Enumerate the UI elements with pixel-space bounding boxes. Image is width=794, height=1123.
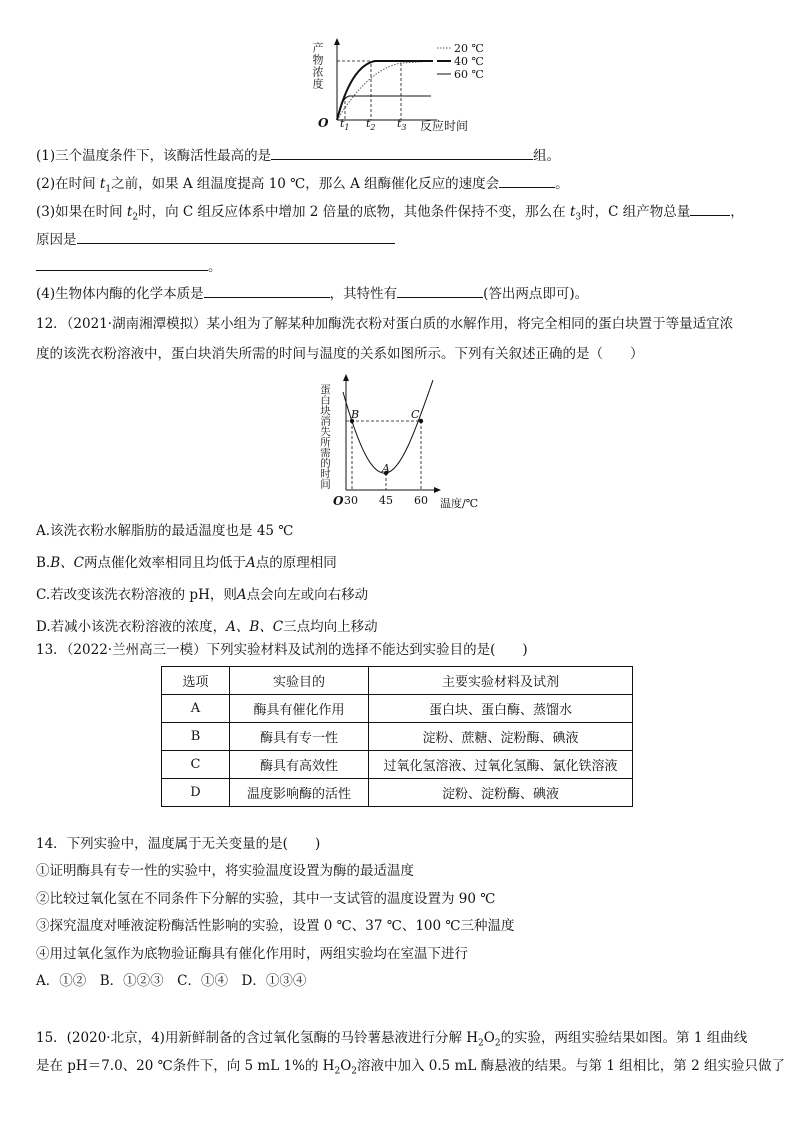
answer-blank[interactable] [271,145,533,160]
table-cell: 淀粉、淀粉酶、碘液 [369,779,633,807]
table-cell: C [162,751,230,779]
table-cell: D [162,779,230,807]
q12-stem-line1: 12．（2021·湖南湘潭模拟）某小组为了解某种加酶洗衣粉对蛋白质的水解作用，将完全相同的蛋白块置于等量适宜浓 [36,316,734,332]
q14-options[interactable]: A．①② B．①②③ C．①④ D．①③④ [36,973,307,989]
chart1-legend-20: 20 ℃ [454,42,484,55]
table-cell: 酶具有催化作用 [230,695,369,723]
answer-blank[interactable] [690,201,730,216]
q14-item-3: ③探究温度对唾液淀粉酶活性影响的实验，设置 0 ℃、37 ℃、100 ℃三种温度 [36,918,515,934]
q12-point-label-c: C [411,408,420,421]
table-row [162,779,633,807]
q14-item-1: ①证明酶具有专一性的实验中，将实验温度设置为酶的最适温度 [36,863,414,879]
chart1-legend-60: 60 ℃ [454,68,484,81]
q11-part2: (2)在时间 $t_1$之前，如果 A 组温度提高 10 ℃，那么 A 组酶催化反应的速度会 。 [36,173,569,199]
table-cell: 蛋白块、蛋白酶、蒸馏水 [369,695,633,723]
q11-part3-reason: 原因是 [36,229,395,249]
q11-part1: (1)三个温度条件下，该酶活性最高的是 组。 [36,145,560,165]
q11-part4: (4)生物体内酶的化学本质是 ，其特性有 (答出两点即可)。 [36,283,588,303]
protein-dissolve-chart [315,372,485,502]
q12-point-label-b: B [351,408,360,421]
q12-option-c[interactable]: C.若改变该洗衣粉溶液的 pH，则A点会向左或向右移动 [36,587,369,603]
q14-item-2: ②比较过氧化氢在不同条件下分解的实验，其中一支试管的温度设置为 90 ℃ [36,891,496,907]
q15-stem-line2: 是在 pH＝7.0、20 ℃条件下，向 5 mL 1%的 $H_2O_2$溶液中加入 0.5 mL 酶悬液的结果。与第 1 组相比，第 2 组实验只做了 [36,1058,785,1077]
q12-option-a[interactable]: A.该洗衣粉水解脂肪的最适温度也是 45 ℃ [36,523,294,539]
chart1-tick-t1: $t_1$ [340,117,350,133]
answer-blank[interactable] [204,283,330,298]
answer-blank[interactable] [36,256,208,271]
chart1-xlabel: 反应时间 [420,119,469,133]
answer-blank[interactable] [397,283,483,298]
y-axis-arrow [334,38,340,45]
q11-part3: (3)如果在时间 $t_2$时，向 C 组反应体系中增加 2 倍量的底物，其他条件保持不变，那么在 $t_3$时，C 组产物总量 ， [36,201,744,227]
q12-xtick-30: 30 [344,494,358,507]
answer-blank[interactable] [77,229,395,244]
table-header: 主要实验材料及试剂 [369,667,633,695]
table-cell: B [162,723,230,751]
table-header-row [162,667,633,695]
table-cell: 淀粉、蔗糖、淀粉酶、碘液 [369,723,633,751]
q12-chart-origin: O [333,494,344,508]
q12-stem-line2: 度的该洗衣粉溶液中，蛋白块消失所需的时间与温度的关系如图所示。下列有关叙述正确的是（ ） [36,346,644,362]
answer-blank[interactable] [499,173,555,188]
q15-stem-line1: 15．(2020·北京，4)用新鲜制备的含过氧化氢酶的马铃薯悬液进行分解 $H_2O_2$的实验，两组实验结果如图。第 1 组曲线 [36,1030,748,1049]
chart1-legend-40: 40 ℃ [454,55,484,68]
chart1-tick-t3: $t_3$ [397,117,407,133]
x-axis-arrow [434,487,441,493]
point-c [419,419,423,423]
table-cell: 温度影响酶的活性 [230,779,369,807]
table-header: 实验目的 [230,667,369,695]
q12-point-label-a: A [382,462,390,475]
curve-20c [337,61,433,120]
chart1-tick-t2: $t_2$ [366,117,376,133]
q12-chart-ylabel: 蛋白块消失所需的时间 [319,384,331,489]
q14-item-4: ④用过氧化氢作为底物验证酶具有催化作用时，两组实验均在室温下进行 [36,946,468,962]
table-row [162,751,633,779]
table-cell: 酶具有高效性 [230,751,369,779]
table-cell: A [162,695,230,723]
q12-option-b[interactable]: B.B、C两点催化效率相同且均低于A点的原理相同 [36,555,337,571]
table-header: 选项 [162,667,230,695]
q12-chart-xlabel: 温度/℃ [440,497,479,510]
table-cell: 过氧化氢溶液、过氧化氢酶、氯化铁溶液 [369,751,633,779]
q11-part3-reason-cont: 。 [36,256,222,276]
curve-40c [337,61,433,120]
chart1-ylabel: 产物浓度 [311,42,324,90]
q12-option-d[interactable]: D.若减小该洗衣粉溶液的浓度，A、B、C三点均向上移动 [36,619,378,635]
table-row [162,695,633,723]
q14-stem: 14．下列实验中，温度属于无关变量的是( ) [36,836,321,852]
chart1-origin: O [318,116,329,130]
dissolve-time-curve [343,380,433,473]
q13-options-table [161,666,633,807]
q12-xtick-45: 45 [379,494,393,507]
y-axis-arrow [343,374,349,381]
q12-xtick-60: 60 [414,494,428,507]
table-row [162,723,633,751]
q13-stem: 13．（2022·兰州高三一模）下列实验材料及试剂的选择不能达到实验目的是( ) [36,642,528,658]
table-cell: 酶具有专一性 [230,723,369,751]
